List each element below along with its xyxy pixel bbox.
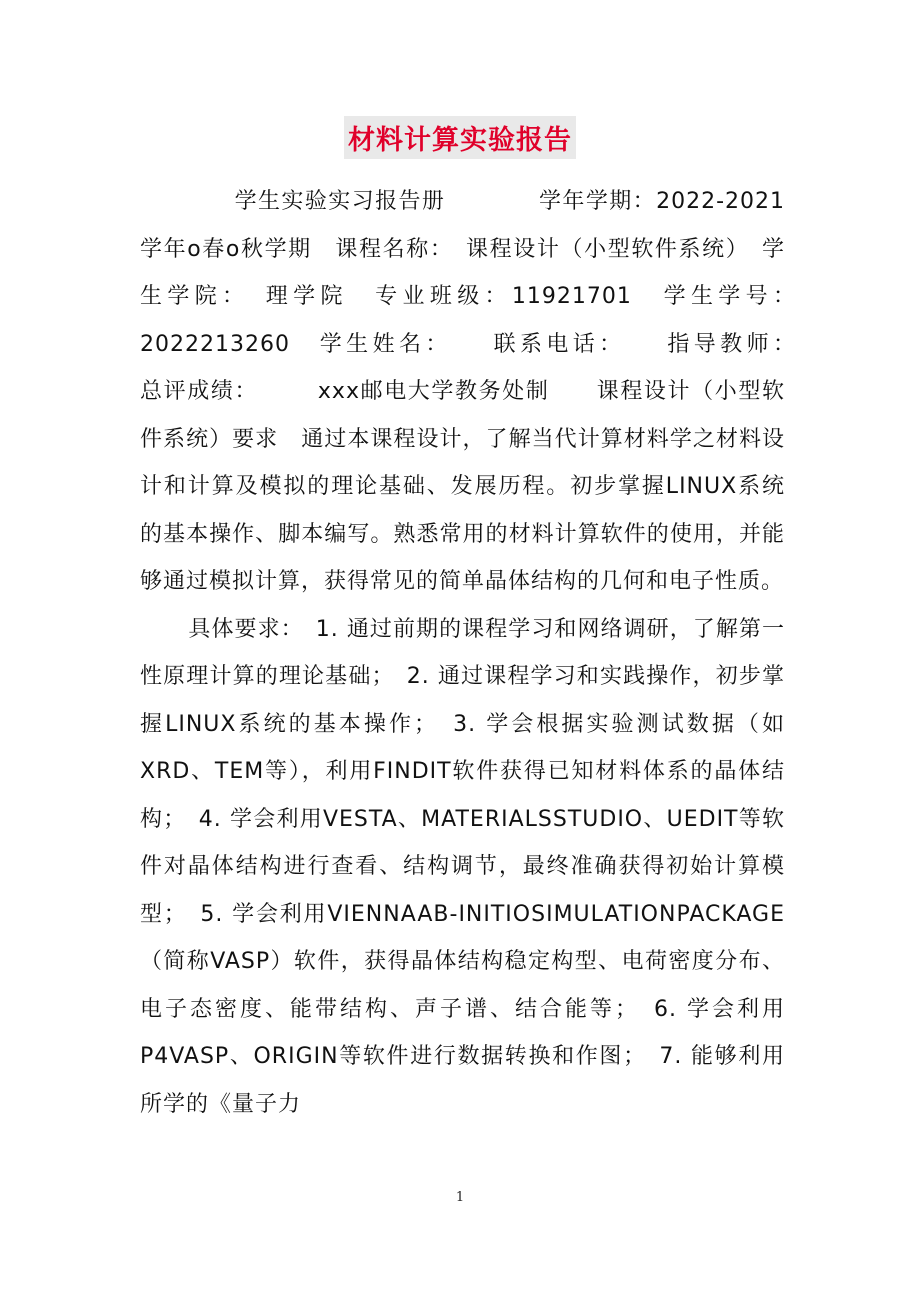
paragraph-requirements: 具体要求： 1. 通过前期的课程学习和网络调研，了解第一性原理计算的理论基础； 2. 通过课程学习和实践操作，初步掌握LINUX系统的基本操作； 3. 学会根据实验测试数据（如XRD、TEM等），利用FINDIT软件获得已知材料体系的晶体结构； 4. 学会利用VESTA、MATERIALSSTUDIO、UEDIT等软件对晶体结构进行查看、结构调节，最终准确获得初始计算模型； 5. 学会利用VIENNAAB-INITIOSIMULATIONPACKAGE（简称VASP）软件，获得晶体结构稳定构型、电荷密度分布、电子态密度、能带结构、声子谱、结合能等； 6. 学会利用P4VASP、ORIGIN等软件进行数据转换和作图； 7. 能够利用所学的《量子力 [140, 616, 785, 1117]
title-container [0, 116, 920, 159]
document-title: 材料计算实验报告 [344, 116, 576, 159]
paragraph-report-info: 学生实验实习报告册 学年学期：2022-2021学年o春o秋学期 课程名称： 课程设计（小型软件系统） 学生学院： 理学院 专业班级：11921701 学生学号： 2022213260 学生姓名： 联系电话： 指导教师： 总评成绩： xxx邮电大学教务处制 课程设计（小型软件系统）要求 通过本课程设计，了解当代计算材料学之材料设计和计算及模拟的理论基础、发展历程。初步掌握LINUX系统的基本操作、脚本编写。熟悉常用的材料计算软件的使用，并能够通过模拟计算，获得常见的简单晶体结构的几何和电子性质。 [140, 189, 832, 594]
document-body [140, 178, 832, 1128]
page-number: 1 [455, 1190, 465, 1205]
